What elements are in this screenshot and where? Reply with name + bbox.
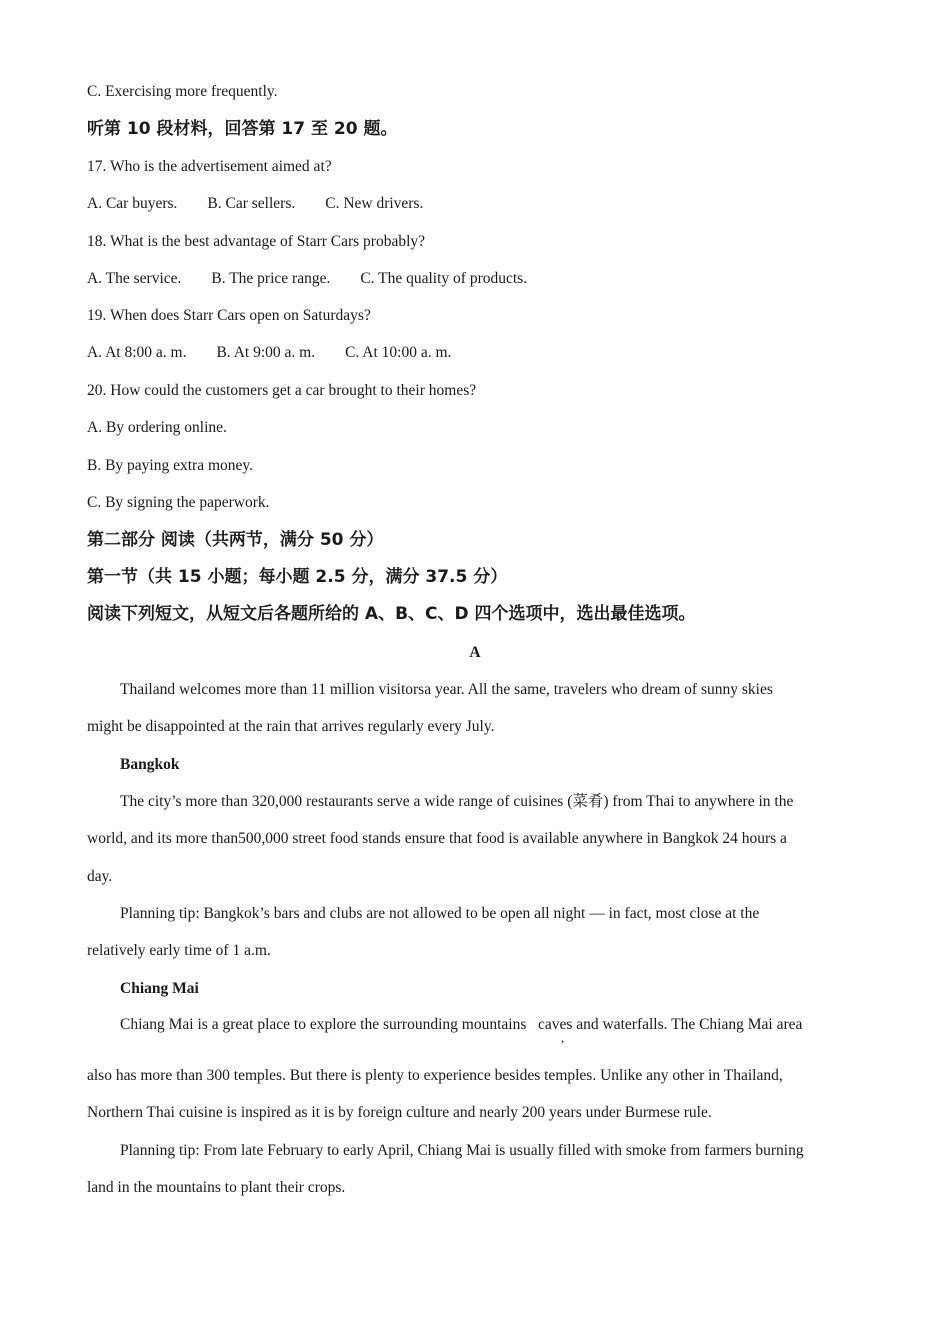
q20-option-b: B. By paying extra money. <box>87 457 254 474</box>
q17-option-c: C. New drivers. <box>325 195 424 212</box>
bangkok-tip-line-2: relatively early time of 1 a.m. <box>87 942 271 959</box>
q19-option-b: B. At 9:00 a. m. <box>216 344 316 361</box>
q18-option-c: C. The quality of products. <box>360 270 528 287</box>
chiang-mai-body-line-1-start: Chiang Mai is a great place to explore the surrounding mountains <box>120 1016 527 1033</box>
q17-option-a: A. Car buyers. <box>87 195 178 212</box>
q20-question: 20. How could the customers get a car brought to their homes? <box>87 382 477 399</box>
reading-instruction: 阅读下列短文，从短文后各题所给的 A、B、C、D 四个选项中，选出最佳选项。 <box>87 604 696 624</box>
q17-options <box>87 194 423 214</box>
q19-question: 19. When does Starr Cars open on Saturdays? <box>87 307 371 324</box>
q16-option-c: C. Exercising more frequently. <box>87 83 278 100</box>
chiang-mai-tip-line-1: Planning tip: From late February to early April, Chiang Mai is usually filled with smoke from farmers burning <box>120 1142 804 1159</box>
stray-comma: , <box>561 1030 565 1045</box>
bangkok-body-line-1: The city’s more than 320,000 restaurants serve a wide range of cuisines (菜肴) from Thai to anywhere in the <box>120 793 794 810</box>
bangkok-tip-line-1: Planning tip: Bangkok’s bars and clubs are not allowed to be open all night — in fact, most close at the <box>120 905 760 922</box>
chiang-mai-body-line-2: also has more than 300 temples. But there is plenty to experience besides temples. Unlike any other in Thailand, <box>87 1067 783 1084</box>
part2-header: 第二部分 阅读（共两节，满分 50 分） <box>87 530 384 550</box>
chiang-mai-body-line-1-end: caves and waterfalls. The Chiang Mai area <box>537 1016 803 1033</box>
intro-line-1: Thailand welcomes more than 11 million visitorsa year. All the same, travelers who dream of sunny skies <box>120 681 773 698</box>
intro-line-2: might be disappointed at the rain that arrives regularly every July. <box>87 718 495 735</box>
q19-options <box>87 343 451 363</box>
bangkok-title: Bangkok <box>120 756 180 773</box>
q20-option-c: C. By signing the paperwork. <box>87 494 270 511</box>
section1-header: 第一节（共 15 小题；每小题 2.5 分，满分 37.5 分） <box>87 567 508 587</box>
q18-question: 18. What is the best advantage of Starr Cars probably? <box>87 233 426 250</box>
bangkok-body-line-3: day. <box>87 868 113 885</box>
q18-option-a: A. The service. <box>87 270 182 287</box>
bangkok-body-line-2: world, and its more than500,000 street food stands ensure that food is available anywhere in Bangkok 24 hours a <box>87 830 787 847</box>
q17-question: 17. Who is the advertisement aimed at? <box>87 158 332 175</box>
chiang-mai-title: Chiang Mai <box>120 980 199 997</box>
chiang-mai-body-line-3: Northern Thai cuisine is inspired as it is by foreign culture and nearly 200 years under Burmese rule. <box>87 1104 712 1121</box>
section10-header: 听第 10 段材料，回答第 17 至 20 题。 <box>87 119 398 139</box>
q19-option-c: C. At 10:00 a. m. <box>345 344 452 361</box>
q18-option-b: B. The price range. <box>211 270 331 287</box>
passage-letter: A <box>469 644 481 661</box>
chiang-mai-tip-line-2: land in the mountains to plant their crops. <box>87 1179 346 1196</box>
chiang-mai-body-line-1 <box>120 1015 802 1035</box>
q19-option-a: A. At 8:00 a. m. <box>87 344 187 361</box>
q20-option-a: A. By ordering online. <box>87 419 227 436</box>
q18-options <box>87 269 527 289</box>
q17-option-b: B. Car sellers. <box>207 195 296 212</box>
